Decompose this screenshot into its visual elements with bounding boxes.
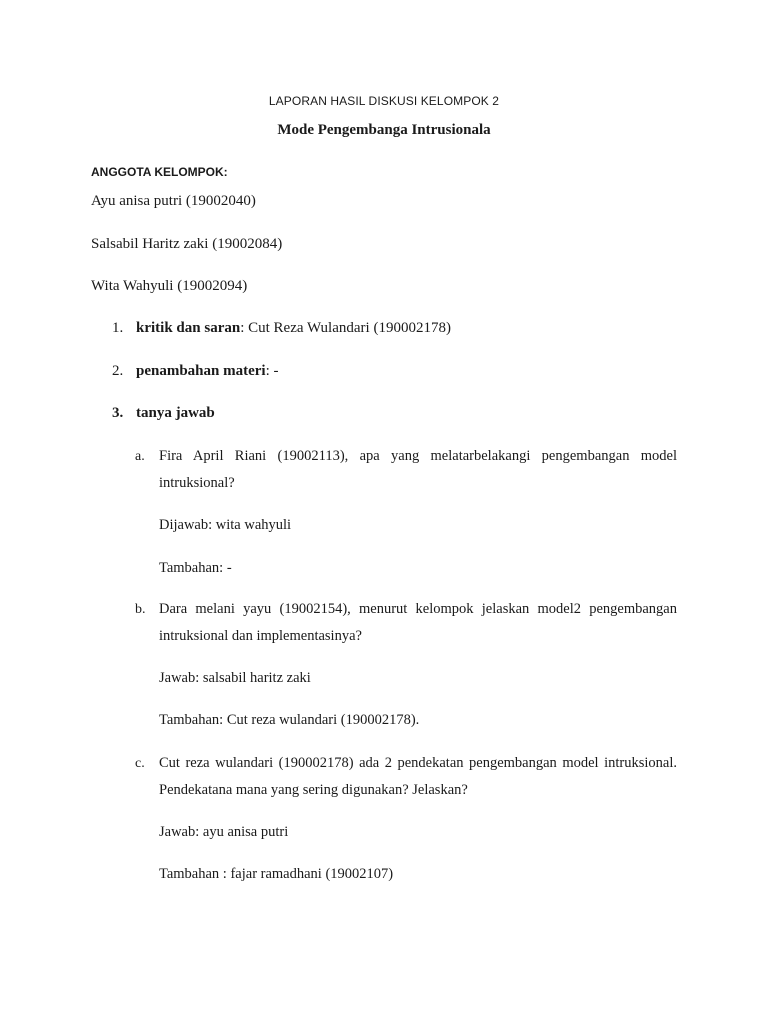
list-item-tanya-jawab bbox=[136, 405, 215, 422]
question-text: Cut reza wulandari (190002178) ada 2 pendekatan pengembangan model intruksional. Pendekatana mana yang sering digunakan? Jelaskan? bbox=[159, 755, 677, 798]
question-letter: a. bbox=[135, 449, 145, 464]
answer-text: Jawab: salsabil haritz zaki bbox=[159, 670, 311, 686]
list-item-rest: : - bbox=[265, 363, 279, 379]
addition-text: Tambahan : fajar ramadhani (19002107) bbox=[159, 866, 394, 882]
answer-text: Dijawab: wita wahyuli bbox=[159, 517, 292, 533]
question-text: Fira April Riani (19002113), apa yang melatarbelakangi pengembangan model intruksional? bbox=[159, 448, 677, 491]
members-heading: ANGGOTA KELOMPOK: bbox=[91, 165, 228, 179]
document-subtitle: Mode Pengembanga Intrusionala bbox=[277, 122, 491, 138]
list-number: 3. bbox=[112, 405, 124, 421]
list-item-label: kritik dan saran bbox=[136, 320, 241, 336]
list-number: 1. bbox=[112, 320, 124, 336]
list-item-label: tanya jawab bbox=[136, 405, 215, 421]
addition-text: Tambahan: Cut reza wulandari (190002178). bbox=[159, 712, 420, 728]
list-number: 2. bbox=[112, 363, 124, 379]
member-item: Ayu anisa putri (19002040) bbox=[91, 193, 256, 209]
question-letter: c. bbox=[135, 756, 145, 771]
member-item: Salsabil Haritz zaki (19002084) bbox=[91, 236, 283, 252]
member-item: Wita Wahyuli (19002094) bbox=[91, 278, 248, 294]
document-title: LAPORAN HASIL DISKUSI KELOMPOK 2 bbox=[268, 94, 500, 108]
question-letter: b. bbox=[135, 602, 146, 617]
list-item-penambahan bbox=[136, 363, 279, 380]
list-item-kritik bbox=[136, 320, 451, 337]
question-text: Dara melani yayu (19002154), menurut kelompok jelaskan model2 pengembangan intruksional dan implementasinya? bbox=[159, 601, 677, 644]
answer-text: Jawab: ayu anisa putri bbox=[159, 824, 289, 840]
addition-text: Tambahan: - bbox=[159, 560, 232, 576]
list-item-rest: : Cut Reza Wulandari (190002178) bbox=[240, 320, 451, 336]
list-item-label: penambahan materi bbox=[136, 363, 266, 379]
